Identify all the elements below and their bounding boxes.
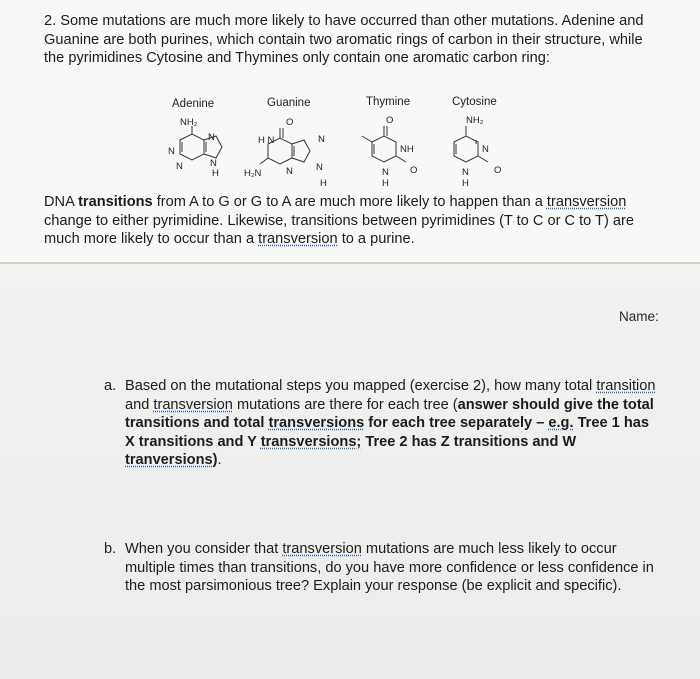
cytosine-o: O	[494, 165, 502, 176]
guanine-o: O	[286, 117, 294, 128]
question-a	[104, 377, 660, 470]
adenine-n3: N	[210, 158, 217, 169]
qa-t3: mutations are there for each tree (	[232, 396, 458, 413]
thymine-o1: O	[386, 115, 394, 126]
para2-text-1: DNA	[44, 194, 79, 210]
nucleobase-structures	[150, 92, 530, 202]
guanine-h: H	[320, 178, 327, 189]
adenine-label: Adenine	[172, 98, 215, 110]
qb-t1: When you consider that	[125, 541, 283, 557]
qa-bu1: transversions	[268, 415, 365, 431]
qa-t2: and	[125, 396, 154, 413]
para2-text-2: from A to G or G to A are much more likely to happen than a	[152, 194, 547, 210]
guanine-n1: N	[318, 134, 325, 145]
qa-b2: for each tree separately –	[364, 415, 549, 431]
adenine-structure	[180, 126, 222, 160]
thymine-h: H	[382, 178, 389, 189]
guanine-h2n: H₂N	[244, 168, 262, 179]
adenine-h: H	[212, 168, 219, 179]
guanine-label: Guanine	[267, 97, 311, 109]
para2-transversion-1: transversion	[546, 194, 627, 210]
qb-u1: transversion	[282, 541, 362, 557]
qa-bu3: transversions;	[260, 433, 362, 450]
para2-transversion-2: transversion	[258, 231, 338, 247]
guanine-n2: N	[286, 166, 293, 177]
qa-u2: transversion	[153, 396, 233, 413]
qa-u1: transition	[596, 378, 656, 394]
cytosine-nh2: NH₂	[466, 115, 484, 126]
question-a-letter: a.	[104, 378, 117, 394]
cytosine-h: H	[462, 178, 469, 189]
section-divider	[0, 262, 700, 264]
para2-bold-transitions: transitions	[78, 194, 153, 210]
cytosine-n1: N	[482, 144, 489, 155]
qa-b5: )	[212, 452, 218, 468]
qa-b4: Tree 2 has Z transitions and W	[361, 433, 577, 450]
question-a-text	[125, 377, 660, 470]
cytosine-label: Cytosine	[452, 96, 497, 108]
thymine-o2: O	[410, 165, 418, 176]
question-b	[104, 540, 660, 596]
thymine-label: Thymine	[366, 96, 411, 108]
adenine-n2: N	[168, 146, 175, 157]
qa-b1: answer should give the total transitions and total	[125, 396, 654, 431]
qa-bu4: tranversions	[125, 452, 213, 468]
transitions-paragraph	[44, 193, 669, 249]
para2-text-4: to a purine.	[337, 231, 415, 247]
qa-bu2: e.g.	[548, 415, 574, 431]
cytosine-n2: N	[462, 167, 469, 178]
adenine-nh2: NH₂	[180, 117, 198, 128]
adenine-n1: N	[208, 132, 215, 143]
qa-b3: Tree 1 has X transitions and Y	[125, 415, 649, 450]
para2-text-3: change to either pyrimidine. Likewise, transitions between pyrimidines (T to C or C to T) are much more likely to occur than a	[44, 212, 634, 247]
thymine-nh: NH	[400, 144, 414, 155]
name-label: Name:	[619, 309, 659, 324]
thymine-n: N	[382, 167, 389, 178]
guanine-n3: N	[316, 162, 323, 173]
qa-t4: .	[217, 452, 222, 468]
intro-paragraph: 2. Some mutations are much more likely to have occurred than other mutations. Adenine and Guanine are both purines, which contain two aromatic rings of carbon in their structure, while the pyrimidines Cytosine and Thymines only contain one aromatic carbon ring:	[44, 13, 644, 66]
question-b-text	[125, 540, 660, 596]
adenine-n4: N	[176, 161, 183, 172]
qa-t1: Based on the mutational steps you mapped (exercise 2), how many total	[125, 378, 597, 394]
guanine-structure	[260, 128, 310, 164]
question-b-letter: b.	[104, 541, 117, 557]
guanine-hn: H N	[258, 135, 275, 146]
qb-t2: mutations are much less likely to occur multiple times than transitions, do you have more confidence or less confidence in the most parsimonious tree? Explain your response (be explicit and specific).	[125, 541, 654, 594]
